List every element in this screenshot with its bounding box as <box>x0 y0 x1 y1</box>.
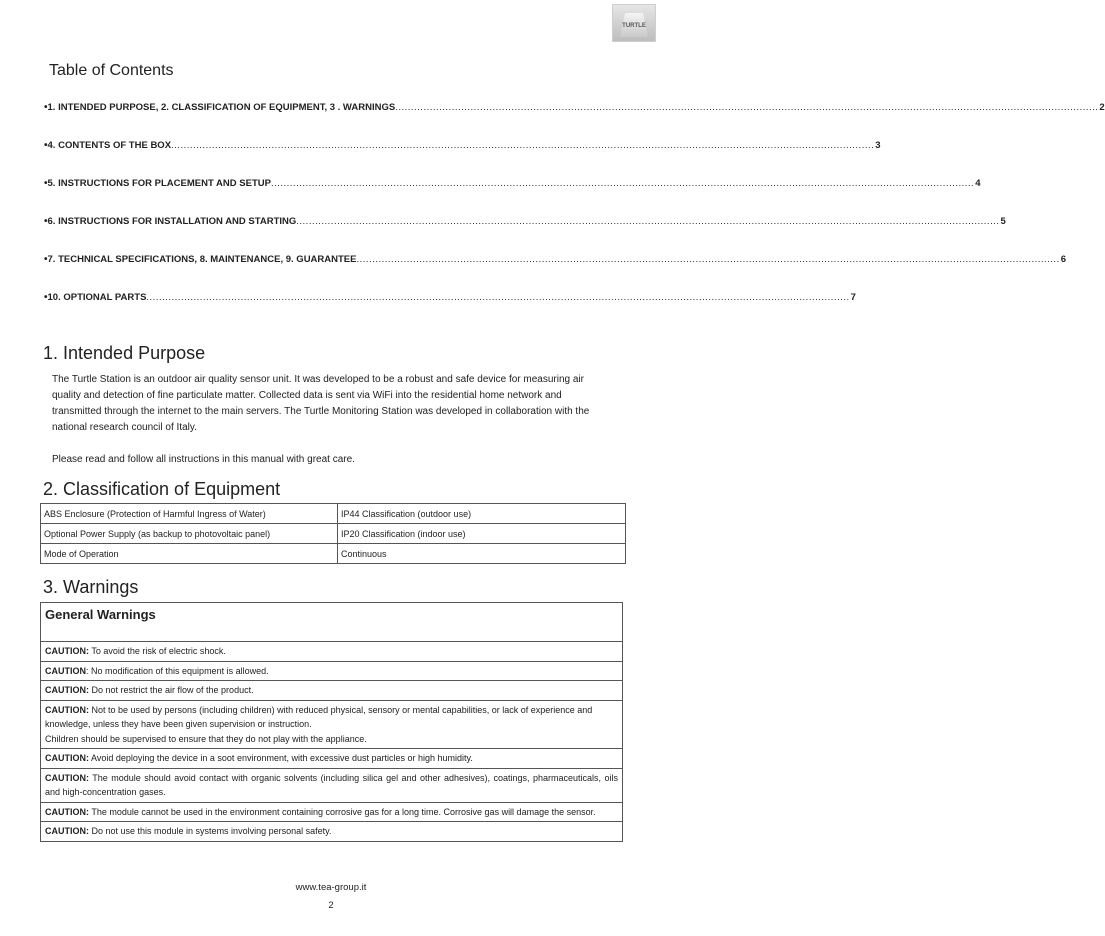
bullet-icon: • <box>44 102 48 113</box>
warning-item <box>41 822 623 842</box>
table-row <box>41 822 623 842</box>
caution-label: CAUTION: <box>45 753 89 763</box>
table-cell: IP20 Classification (indoor use) <box>338 524 626 544</box>
warnings-table <box>40 602 623 842</box>
toc-entry[interactable]: • 4. CONTENTS OF THE BOX ..... 3 <box>44 140 596 178</box>
warning-text: Do not use this module in systems involving personal safety. <box>89 826 332 836</box>
warning-item <box>41 768 623 802</box>
table-cell: Continuous <box>338 544 626 564</box>
warning-text: The module cannot be used in the environment containing corrosive gas for a long time. Corrosive gas will damage the sensor. <box>89 806 596 817</box>
table-row <box>41 524 626 544</box>
toc-title: Table of Contents <box>49 62 174 79</box>
table-cell: IP44 Classification (outdoor use) <box>338 504 626 524</box>
table-row <box>41 661 623 681</box>
table-row <box>41 504 626 524</box>
warning-item <box>41 802 623 822</box>
warning-text: Not to be used by persons (including children) with reduced physical, sensory or mental capabilities, or lack of experience and knowledge, unless they have been given supervision or instruction. <box>45 704 593 729</box>
warning-item <box>41 642 623 662</box>
bullet-icon: • <box>44 178 48 189</box>
table-row <box>41 681 623 701</box>
warning-text: Avoid deploying the device in a soot environment, with excessive dust particles or high humidity. <box>89 753 473 763</box>
turtle-logo <box>612 4 656 42</box>
toc-entry[interactable]: • 1. INTENDED PURPOSE, 2. CLASSIFICATION OF EQUIPMENT, 3 . WARNINGS ..... 2 <box>44 102 596 140</box>
caution-label: CAUTION: <box>45 685 89 695</box>
page-number: 2 <box>328 900 334 911</box>
warning-item <box>41 749 623 769</box>
table-cell: Mode of Operation <box>41 544 338 564</box>
warning-item <box>41 700 623 749</box>
bullet-icon: • <box>44 292 48 303</box>
warning-text: The module should avoid contact with organic solvents (including silica gel and other adhesives), coatings, pharmaceuticals, oils and high-concentration gases. <box>45 772 618 797</box>
bullet-icon: • <box>44 140 48 151</box>
caution-label: CAUTION: <box>45 646 89 656</box>
warning-item <box>41 661 623 681</box>
caution-label: CAUTION: <box>45 704 89 715</box>
warning-extra: Children should be supervised to ensure that they do not play with the appliance. <box>45 733 367 744</box>
table-cell: Optional Power Supply (as backup to photovoltaic panel) <box>41 524 338 544</box>
toc-entry[interactable]: • 6. INSTRUCTIONS FOR INSTALLATION AND STARTING ..... 5 <box>44 216 596 254</box>
warning-item <box>41 681 623 701</box>
table-row <box>41 603 623 642</box>
classification-table <box>40 503 626 564</box>
warning-text: To avoid the risk of electric shock. <box>89 646 226 656</box>
section-heading-purpose: 1. Intended Purpose <box>43 343 206 363</box>
bullet-icon: • <box>44 254 48 265</box>
toc-entry[interactable]: • 7. TECHNICAL SPECIFICATIONS, 8. MAINTENANCE, 9. GUARANTEE ..... 6 <box>44 254 596 292</box>
toc-entry[interactable]: • 5. INSTRUCTIONS FOR PLACEMENT AND SETUP ..... 4 <box>44 178 596 216</box>
caution-label: CAUTION <box>45 665 86 676</box>
table-of-contents <box>44 102 1105 330</box>
purpose-paragraph: The Turtle Station is an outdoor air quality sensor unit. It was developed to be a robust and safe device for measuring air quality and detection of fine particulate matter. Collected data is sent via WiFi into the residential home network and transmitted through the internet to the main servers. The Turtle Monitoring Station was developed in collaboration with the national research council of Italy. <box>52 374 590 433</box>
table-row <box>41 768 623 802</box>
caution-label: CAUTION: <box>45 806 89 817</box>
bullet-icon: • <box>44 216 48 227</box>
caution-label: CAUTION: <box>45 772 89 783</box>
warning-text: Do not restrict the air flow of the product. <box>89 685 254 695</box>
table-row <box>41 544 626 564</box>
caution-label: CAUTION: <box>45 826 89 836</box>
purpose-note: Please read and follow all instructions in this manual with great care. <box>52 454 355 465</box>
warning-text: : No modification of this equipment is allowed. <box>86 665 269 676</box>
footer-url[interactable]: www.tea-group.it <box>295 882 367 893</box>
table-cell: ABS Enclosure (Protection of Harmful Ingress of Water) <box>41 504 338 524</box>
warnings-table-title: General Warnings <box>41 603 623 642</box>
toc-entry[interactable]: • 10. OPTIONAL PARTS ..... 7 <box>44 292 596 330</box>
table-row <box>41 700 623 749</box>
table-row <box>41 642 623 662</box>
logo-label: TURTLE <box>622 23 646 29</box>
section-heading-classification: 2. Classification of Equipment <box>43 479 281 499</box>
table-row <box>41 802 623 822</box>
section-heading-warnings: 3. Warnings <box>43 577 139 597</box>
table-row <box>41 749 623 769</box>
